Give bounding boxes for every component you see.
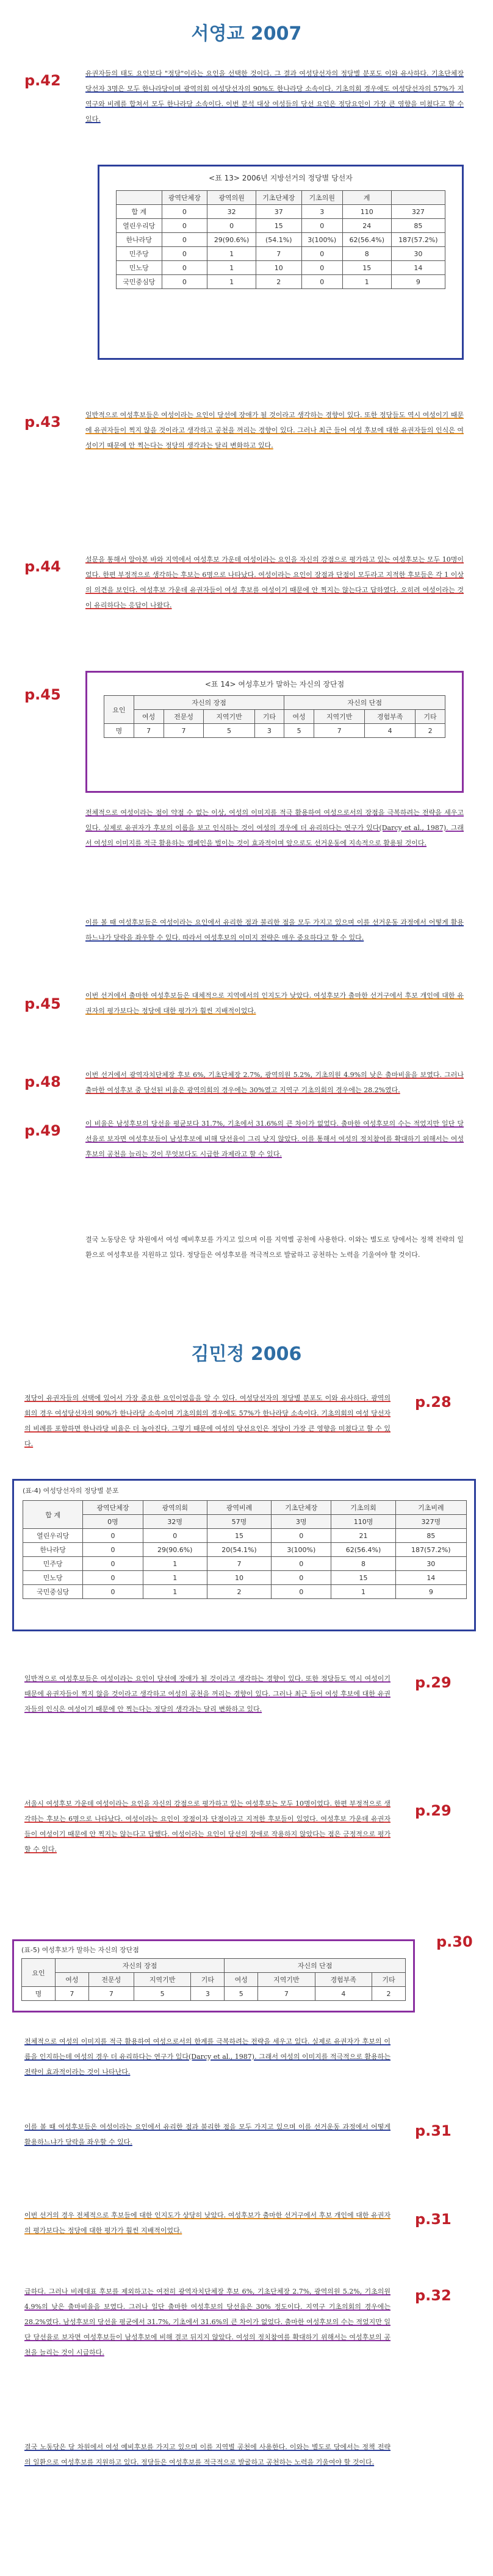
- page-ref-44: p.44: [24, 558, 61, 575]
- table-row-label: 국민중심당: [23, 1585, 83, 1599]
- table-cell: 7: [256, 247, 302, 261]
- table-header-cell: 광역의원: [207, 191, 256, 205]
- table-cell: 14: [391, 261, 445, 275]
- tableB-caption: (표-5) 여성후보가 말하는 자신의 장단점: [21, 1946, 139, 1954]
- paragraph-section2-tail: 결국 노동당은 당 차원에서 여성 예비후보를 가지고 있으며 이를 지역별 공천에 사용한다. 이와는 별도로 당에서는 정책 전략의 일환으로 여성후보를 지원하고 있다. 정당들은 여성후보를 적극적으로 발굴하고 공천하는 노력을 기울여야 할 것이다.: [24, 2443, 390, 2466]
- paragraph-p42: 유권자들의 태도 요인보다 "정당"이라는 요인을 선택한 것이다. 그 결과 여성당선자의 정당별 분포도 이와 유사하다. 기초단체장 당선자 3명은 모두 한나라당이며 광역의회 여성당선자의 90%도 한나라당 소속이다. 기초의회 경우에도 여성당선자의 57%가 지역구와 비례를 합쳐서 모두 한나라당 소속이다. 이번 분석 대상 여성들의 당선 요인은 정당요인이 가장 큰 영향을 미쳤다고 할 수 있다.: [85, 70, 464, 123]
- table-cell: 9: [395, 1585, 466, 1599]
- table-cell: 37: [256, 205, 302, 219]
- paragraph-p28: 정당이 유권자들의 선택에 있어서 가장 중요한 요인이었음을 알 수 있다. 여성당선자의 정당별 분포도 이와 유사하다. 광역의회의 경우 여성당선자의 90%가 한나라당 소속이며 기초의회의 경우에도 57%가 한나라당 소속이다. 기초의회의 여성 당선자의 비례를 포함하면 한나라당 비율은 더 높아진다. 그렇기 때문에 여성의 당선요인은 정당이 가장 큰 영향을 미쳤다고 할 수 있다.: [24, 1394, 390, 1448]
- table-row: [23, 1543, 467, 1557]
- table-cell: 15: [207, 1529, 271, 1543]
- table-cell: 0: [143, 1529, 207, 1543]
- page-ref-45-table: p.45: [24, 686, 61, 703]
- table-header-cell: 광역의회: [143, 1501, 207, 1515]
- table-cell: 8: [331, 1557, 395, 1571]
- tableA-caption: (표-4) 여성당선자의 정당별 분포: [23, 1487, 119, 1495]
- table-cell: 10: [256, 261, 302, 275]
- table-cell: 4: [365, 724, 416, 738]
- table-header-cell: 여성: [134, 710, 164, 724]
- table-cell: 29(90.6%): [207, 233, 256, 247]
- table-header-row: [104, 696, 445, 710]
- table-cell: 0: [162, 205, 207, 219]
- table-cell: 3(100%): [272, 1543, 331, 1557]
- table-cell: 2: [416, 724, 445, 738]
- page-ref-43: p.43: [24, 413, 61, 431]
- paragraph-p43: 일반적으로 여성후보들은 여성이라는 요인이 당선에 장애가 될 것이라고 생각하는 경향이 있다. 또한 정당들도 역시 여성이기 때문에 유권자들이 찍지 않을 것이라고 생각하고 공천을 꺼리는 경향이 있다. 그러나 최근 들어 여성 후보에 대한 유권자들의 인식은 여성이기 때문에 안 찍는다는 정당의 생각과는 달리 변화하고 있다.: [85, 411, 464, 449]
- table-header-cell: 광역단체장: [162, 191, 207, 205]
- table-row: [117, 205, 445, 219]
- table-header-cell: 지역기반: [314, 710, 365, 724]
- table-cell: 7: [314, 724, 365, 738]
- table-header-cell: 기타: [254, 710, 284, 724]
- paragraph-p31b: 이번 선거의 경우 전체적으로 후보들에 대한 인지도가 상당히 낮았다. 여성후보가 출마한 선거구에서 후보 개인에 대한 유권자의 평가보다는 정당에 대한 평가가 훨씬 지배적이었다.: [24, 2211, 390, 2234]
- paragraph-p30: 전체적으로 여성의 이미지를 적극 활용하여 여성으로서의 한계를 극복하려는 전략을 세우고 있다. 실제로 유권자가 후보의 이름을 인지하는데 여성의 경우 더 유리하다는 연구가 있다(Darcy et al., 1987). 그래서 여성의 이미지를 적극적으로 활용하는 전략이 효과적이라는 것이 나타난다.: [24, 2038, 390, 2076]
- paragraph-p48: 이번 선거에서 광역자치단체장 후보 6%, 기초단체장 2.7%, 광역의원 5.2%, 기초의원 4.9%의 낮은 출마비율을 보였다. 그러나 출마한 여성후보 중 당선된 비율은 광역의회의 경우에는 30%였고 지역구 기초의회의 경우에는 28.2%였다.: [85, 1071, 464, 1094]
- tableB: [21, 1958, 406, 2001]
- table-cell: 30: [391, 247, 445, 261]
- table-row-label: 열린우리당: [117, 219, 162, 233]
- table-cell: 명: [22, 1987, 56, 2001]
- table-cell: 0: [83, 1529, 143, 1543]
- tableA: [23, 1500, 467, 1599]
- table-cell: 0: [272, 1557, 331, 1571]
- table-cell: 0: [83, 1543, 143, 1557]
- table-row-label: 한나라당: [23, 1543, 83, 1557]
- table-row-label: 열린우리당: [23, 1529, 83, 1543]
- table-cell: 7: [164, 724, 204, 738]
- table-cell: 3: [301, 205, 342, 219]
- paragraph-p45b: 이번 선거에서 출마한 여성후보들은 대체적으로 지역에서의 인지도가 낮았다. 여성후보가 출마한 선거구에서 후보 개인에 대한 유권자의 평가보다는 정당에 대한 평가가 훨씬 지배적이었다.: [85, 992, 464, 1015]
- table-cell: 20(54.1%): [207, 1543, 271, 1557]
- table-cell: 110: [342, 205, 391, 219]
- section1-title: 서영교 2007: [191, 23, 302, 45]
- page-ref-48: p.48: [24, 1073, 61, 1090]
- table-cell: 0: [162, 219, 207, 233]
- page-ref-45: p.45: [24, 995, 61, 1012]
- table-row-label: 민주당: [23, 1557, 83, 1571]
- table-cell: 187(57.2%): [395, 1543, 466, 1557]
- table-header-cell: 전문성: [88, 1973, 134, 1987]
- table-header-cell: 광역비례: [207, 1501, 271, 1515]
- page-ref-49: p.49: [24, 1122, 61, 1139]
- table-header-cell: [117, 191, 162, 205]
- table-cell: 0: [301, 247, 342, 261]
- table13-body: [117, 205, 445, 289]
- paragraph-p44: 설문을 통해서 알아본 바와 지역에서 여성후보 가운데 여성이라는 요인을 자신의 강점으로 평가하고 있는 여성후보는 모두 10명이었다. 한편 부정적으로 생각하는 후보는 6명으로 나타났다. 여성이라는 요인이 장점과 단점이 모두라고 지적한 후보들은 각 1 이상의 의견을 보인다. 여성후보 가운데 유권자들이 여성 후보를 여성이기 때문에 안 찍지는 않는다고 답하였다. 오히려 여성이라는 것이 유리하다는 응답이 나왔다.: [85, 556, 464, 609]
- table-cell: 1: [342, 275, 391, 289]
- table-row-label: 민노당: [23, 1571, 83, 1585]
- table-cell: 24: [342, 219, 391, 233]
- table13-frame: [98, 165, 464, 360]
- table-cell: 327: [391, 205, 445, 219]
- table-header-cell: 110명: [331, 1515, 395, 1529]
- table-header-cell: 요인: [104, 696, 134, 724]
- table-cell: 1: [207, 275, 256, 289]
- table-row-label: 국민중심당: [117, 275, 162, 289]
- table-row-label: 민노당: [117, 261, 162, 275]
- table-row-label: 한나라당: [117, 233, 162, 247]
- table-row-label: 민주당: [117, 247, 162, 261]
- table-row: [23, 1585, 467, 1599]
- table-row: [117, 233, 445, 247]
- table-cell: 5: [284, 724, 314, 738]
- table-cell: 7: [207, 1557, 271, 1571]
- page-ref-31a: p.31: [415, 2122, 452, 2139]
- table-cell: 62(56.4%): [331, 1543, 395, 1557]
- table-header-cell: 기타: [191, 1973, 225, 1987]
- table-header-row: [22, 1973, 406, 1987]
- page-ref-31b: p.31: [415, 2211, 452, 2228]
- table-cell: 5: [134, 1987, 190, 2001]
- table-header-cell: 57명: [207, 1515, 271, 1529]
- table-header-row: [23, 1501, 467, 1515]
- table-header-cell: 327명: [395, 1515, 466, 1529]
- table-cell: 3: [191, 1987, 225, 2001]
- table-cell: 1: [207, 247, 256, 261]
- table-header-cell: 기타: [372, 1973, 406, 1987]
- table-header-cell: [391, 191, 445, 205]
- table-cell: 15: [256, 219, 302, 233]
- paragraph-p29a: 일반적으로 여성후보들은 여성이라는 요인이 당선에 장애가 될 것이라고 생각하는 경향이 있다. 또한 정당들도 역시 여성이기 때문에 유권자들이 찍지 않을 것이라고 생각하고 여성의 공천을 꺼리는 경향이 있다. 그러나 최근 들어 여성 후보에 대한 유권자들의 인식은 여성이기 때문에 안 찍는다는 정당의 생각과는 달리 변화하고 있다.: [24, 1675, 390, 1713]
- table-cell: 14: [395, 1571, 466, 1585]
- table14: [104, 695, 445, 738]
- table13: [116, 190, 445, 289]
- table-cell: 5: [204, 724, 254, 738]
- table-cell: 2: [207, 1585, 271, 1599]
- table-header-cell: 계: [342, 191, 391, 205]
- paragraph-p29b: 서울시 여성후보 가운데 여성이라는 요인을 자신의 강점으로 평가하고 있는 여성후보는 모두 10명이었다. 한편 부정적으로 생각하는 후보는 6명으로 나타났다. 여성이라는 요인이 장점이자 단점이라고 지적한 후보들이 있었다. 여성후보 가운데 유권자들이 여성이기 때문에 안 찍지는 않는다고 답했다. 여성이라는 요인이 당선의 장애로 작용하지 않았다는 점은 긍정적으로 평가할 수 있다.: [24, 1800, 390, 1853]
- paragraph-section1-tail: 결국 노동당은 당 차원에서 여성 예비후보를 가지고 있으며 이를 지역별 공천에 사용한다. 이와는 별도로 당에서는 정책 전략의 일환으로 여성후보를 지원하고 있다. 정당들은 여성후보를 적극적으로 발굴하고 공천하는 노력을 기울여야 할 것이다.: [85, 1236, 464, 1259]
- table-cell: 2: [256, 275, 302, 289]
- table-cell: 21: [331, 1529, 395, 1543]
- table-header-cell: 기초단체장: [272, 1501, 331, 1515]
- table-header-row: [117, 191, 445, 205]
- table-cell: 0: [301, 275, 342, 289]
- table-row: [117, 275, 445, 289]
- table-cell: 0: [162, 247, 207, 261]
- table-cell: 1: [143, 1585, 207, 1599]
- table-cell: 4: [315, 1987, 372, 2001]
- table-cell: 7: [88, 1987, 134, 2001]
- table-cell: 0: [301, 219, 342, 233]
- table-group-header: 자신의 장점: [134, 696, 284, 710]
- table-cell: 0: [272, 1529, 331, 1543]
- table-row: [104, 724, 445, 738]
- table-group-header: 자신의 단점: [284, 696, 445, 710]
- table-cell: 29(90.6%): [143, 1543, 207, 1557]
- table-header-cell: 요인: [22, 1959, 56, 1987]
- table-cell: 3(100%): [301, 233, 342, 247]
- table-cell: 7: [134, 724, 164, 738]
- table-cell: 85: [395, 1529, 466, 1543]
- page-ref-29b: p.29: [415, 1802, 452, 1819]
- table-header-cell: 32명: [143, 1515, 207, 1529]
- table-cell: 3: [254, 724, 284, 738]
- paragraph-p45-text2: 이를 볼 때 여성후보들은 여성이라는 요인에서 유리한 점과 불리한 점을 모두 가지고 있으며 이를 선거운동 과정에서 어떻게 활용하느냐가 당락을 좌우할 수 있다. 따라서 여성후보의 이미지 전략은 매우 중요하다고 할 수 있다.: [85, 918, 464, 942]
- table-row: [23, 1557, 467, 1571]
- table-header-cell: 지역기반: [204, 710, 254, 724]
- table-cell: 7: [55, 1987, 88, 2001]
- table-cell: 0: [162, 261, 207, 275]
- table-cell: 15: [342, 261, 391, 275]
- table-header-row: [104, 710, 445, 724]
- tableA-frame: [12, 1479, 476, 1631]
- table-header-cell: 지역기반: [134, 1973, 190, 1987]
- table-header-cell: 광역단체장: [83, 1501, 143, 1515]
- table-cell: (54.1%): [256, 233, 302, 247]
- table-header-row: [22, 1959, 406, 1973]
- table-cell: 0: [162, 275, 207, 289]
- table-cell: 32: [207, 205, 256, 219]
- table-cell: 0: [83, 1557, 143, 1571]
- table-header-cell: 여성: [225, 1973, 258, 1987]
- table-header-cell: 지역기반: [258, 1973, 315, 1987]
- page-ref-30: p.30: [436, 1933, 473, 1950]
- page-ref-32: p.32: [415, 2287, 452, 2304]
- table-cell: 0: [272, 1571, 331, 1585]
- table-cell: 1: [143, 1571, 207, 1585]
- table-group-header: 자신의 단점: [225, 1959, 406, 1973]
- table-cell: 15: [331, 1571, 395, 1585]
- table-cell: 명: [104, 724, 134, 738]
- table-header-cell: 합 계: [23, 1501, 83, 1529]
- table-row: [22, 1987, 406, 2001]
- paragraph-p45-text1: 전체적으로 여성이라는 점이 약점 수 없는 이상, 여성의 이미지를 적극 활용하여 여성으로서의 장점을 극복하려는 전략을 세우고 있다. 실제로 유권자가 후보의 이름을 보고 인식하는 것이 여성의 경우에 더 유리하다는 연구가 있다(Darcy et al., 1987). 그래서 여성의 이미지를 적극 활용하는 캠페인을 벌이는 것이 효과적이며 앞으로도 선거운동에 지속적으로 활용될 것이다.: [85, 809, 464, 847]
- table13-caption: <표 13> 2006년 지방선거의 정당별 당선자: [209, 174, 353, 182]
- table-header-cell: 기초단체장: [256, 191, 302, 205]
- table-cell: 0: [83, 1571, 143, 1585]
- paragraph-p32: 급하다. 그러나 비례대표 후보를 제외하고는 여전히 광역자치단체장 후보 6%, 기초단체장 2.7%, 광역의원 5.2%, 기초의원 4.9%의 낮은 출마비율을 보였다. 그러나 일단 출마한 여성후보의 당선율은 30% 정도이다. 지역구 기초의회의 경우에는 28.2%였다. 남성후보의 당선율 평균에서 31.7%, 기초에서 31.6%의 큰 차이가 없었다. 출마한 여성후보의 수는 적었지만 일단 당선율로 보자면 여성후보들이 남성후보에 비해 결코 뒤지지 않았다. 여성의 정치참여를 확대하기 위해서는 여성후보의 공천을 늘리는 것이 시급하다.: [24, 2288, 390, 2356]
- table-header-cell: 기타: [416, 710, 445, 724]
- table-cell: 30: [395, 1557, 466, 1571]
- table-header-cell: 3명: [272, 1515, 331, 1529]
- table-row: [117, 247, 445, 261]
- table-header-row: [23, 1515, 467, 1529]
- page-ref-29a: p.29: [415, 1674, 452, 1691]
- table-cell: 8: [342, 247, 391, 261]
- table-cell: 1: [207, 261, 256, 275]
- paragraph-p49: 이 비율은 남성후보의 당선율 평균보다 31.7%, 기초에서 31.6%의 큰 차이가 없었다. 출마한 여성후보의 수는 적었지만 일단 당선율로 보자면 여성후보들이 남성후보에 비해 당선율이 그리 낮지 않았다. 이를 통해서 여성의 정치참여를 확대하기 위해서는 여성후보의 공천을 늘리는 것이 무엇보다도 시급한 과제라고 할 수 있다.: [85, 1120, 464, 1158]
- table-row-label: 합 계: [117, 205, 162, 219]
- table-header-cell: 0명: [83, 1515, 143, 1529]
- table-cell: 85: [391, 219, 445, 233]
- tableA-body: [23, 1529, 467, 1599]
- table-group-header: 자신의 장점: [55, 1959, 224, 1973]
- table-cell: 187(57.2%): [391, 233, 445, 247]
- table-row: [23, 1571, 467, 1585]
- table-row: [117, 261, 445, 275]
- table-cell: 1: [143, 1557, 207, 1571]
- table-header-cell: 기초비례: [395, 1501, 466, 1515]
- table-cell: 7: [258, 1987, 315, 2001]
- table14-frame: [85, 671, 464, 793]
- table-cell: 5: [225, 1987, 258, 2001]
- table-cell: 62(56.4%): [342, 233, 391, 247]
- table-cell: 0: [207, 219, 256, 233]
- table-cell: 0: [301, 261, 342, 275]
- table14-caption: <표 14> 여성후보가 말하는 자신의 장단점: [204, 680, 345, 689]
- table-header-cell: 전문성: [164, 710, 204, 724]
- table-header-cell: 경험부족: [315, 1973, 372, 1987]
- table-cell: 0: [162, 233, 207, 247]
- table-header-cell: 기초의원: [301, 191, 342, 205]
- table-row: [117, 219, 445, 233]
- table-header-cell: 여성: [284, 710, 314, 724]
- table-header-cell: 여성: [55, 1973, 88, 1987]
- page-ref-28: p.28: [415, 1394, 452, 1411]
- page-ref-42: p.42: [24, 72, 61, 89]
- paragraph-p31a: 이를 볼 때 여성후보들은 여성이라는 요인에서 유리한 점과 불리한 점을 모두 가지고 있으며 이를 선거운동 과정에서 어떻게 활용하느냐가 당락을 좌우할 수 있다.: [24, 2123, 390, 2146]
- table-header-cell: 경험부족: [365, 710, 416, 724]
- table-header-cell: 기초의회: [331, 1501, 395, 1515]
- tableB-frame: [12, 1939, 415, 2012]
- table-cell: 10: [207, 1571, 271, 1585]
- table-cell: 9: [391, 275, 445, 289]
- section2-title: 김민정 2006: [191, 1343, 302, 1365]
- table-cell: 2: [372, 1987, 406, 2001]
- table-row: [23, 1529, 467, 1543]
- table-cell: 0: [83, 1585, 143, 1599]
- table-cell: 1: [331, 1585, 395, 1599]
- table-cell: 0: [272, 1585, 331, 1599]
